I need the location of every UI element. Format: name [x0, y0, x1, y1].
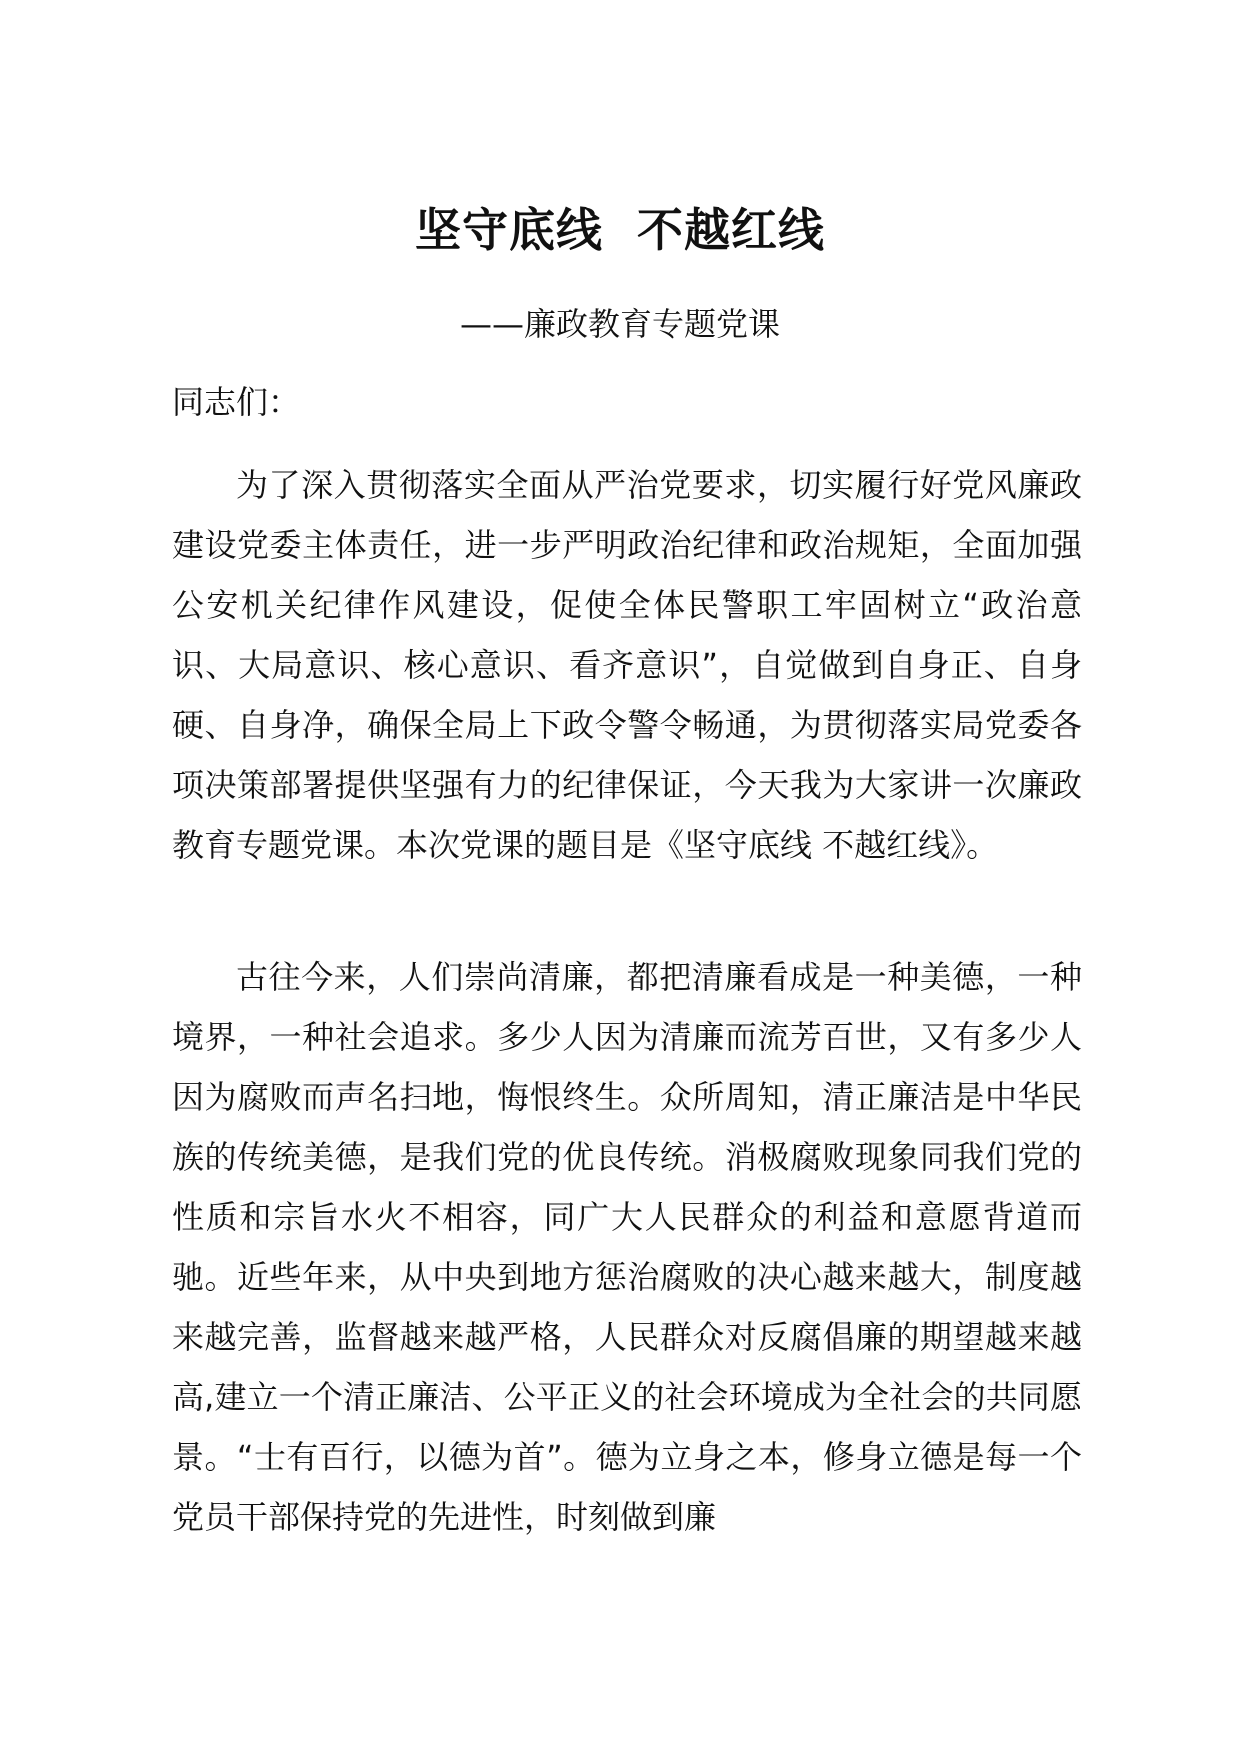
- document-title: 坚守底线 不越红线: [414, 203, 826, 257]
- body-paragraph: 为了深入贯彻落实全面从严治党要求，切实履行好党风廉政建设党委主体责任，进一步严明政治纪律和政治规矩，全面加强公安机关纪律作风建设，促使全体民警职工牢固树立“政治意识、大局意识、核心意识、看齐意识”，自觉做到自身正、自身硬、自身净，确保全局上下政令警令畅通，为贯彻落实局党委各项决策部署提供坚强有力的纪律保证，今天我为大家讲一次廉政教育专题党课。本次党课的题目是《坚守底线 不越红线》。: [172, 466, 1082, 864]
- body-paragraph: 古往今来，人们崇尚清廉，都把清廉看成是一种美德，一种境界，一种社会追求。多少人因为清廉而流芳百世，又有多少人因为腐败而声名扫地，悔恨终生。众所周知，清正廉洁是中华民族的传统美德，是我们党的优良传统。消极腐败现象同我们党的性质和宗旨水火不相容，同广大人民群众的利益和意愿背道而驰。近些年来，从中央到地方惩治腐败的决心越来越大，制度越来越完善，监督越来越严格，人民群众对反腐倡廉的期望越来越高,建立一个清正廉洁、公平正义的社会环境成为全社会的共同愿景。“士有百行，以德为首”。德为立身之本，修身立德是每一个党员干部保持党的先进性，时刻做到廉: [172, 958, 1082, 1536]
- salutation: 同志们：: [172, 383, 301, 421]
- document-subtitle: ——廉政教育专题党课: [459, 305, 780, 343]
